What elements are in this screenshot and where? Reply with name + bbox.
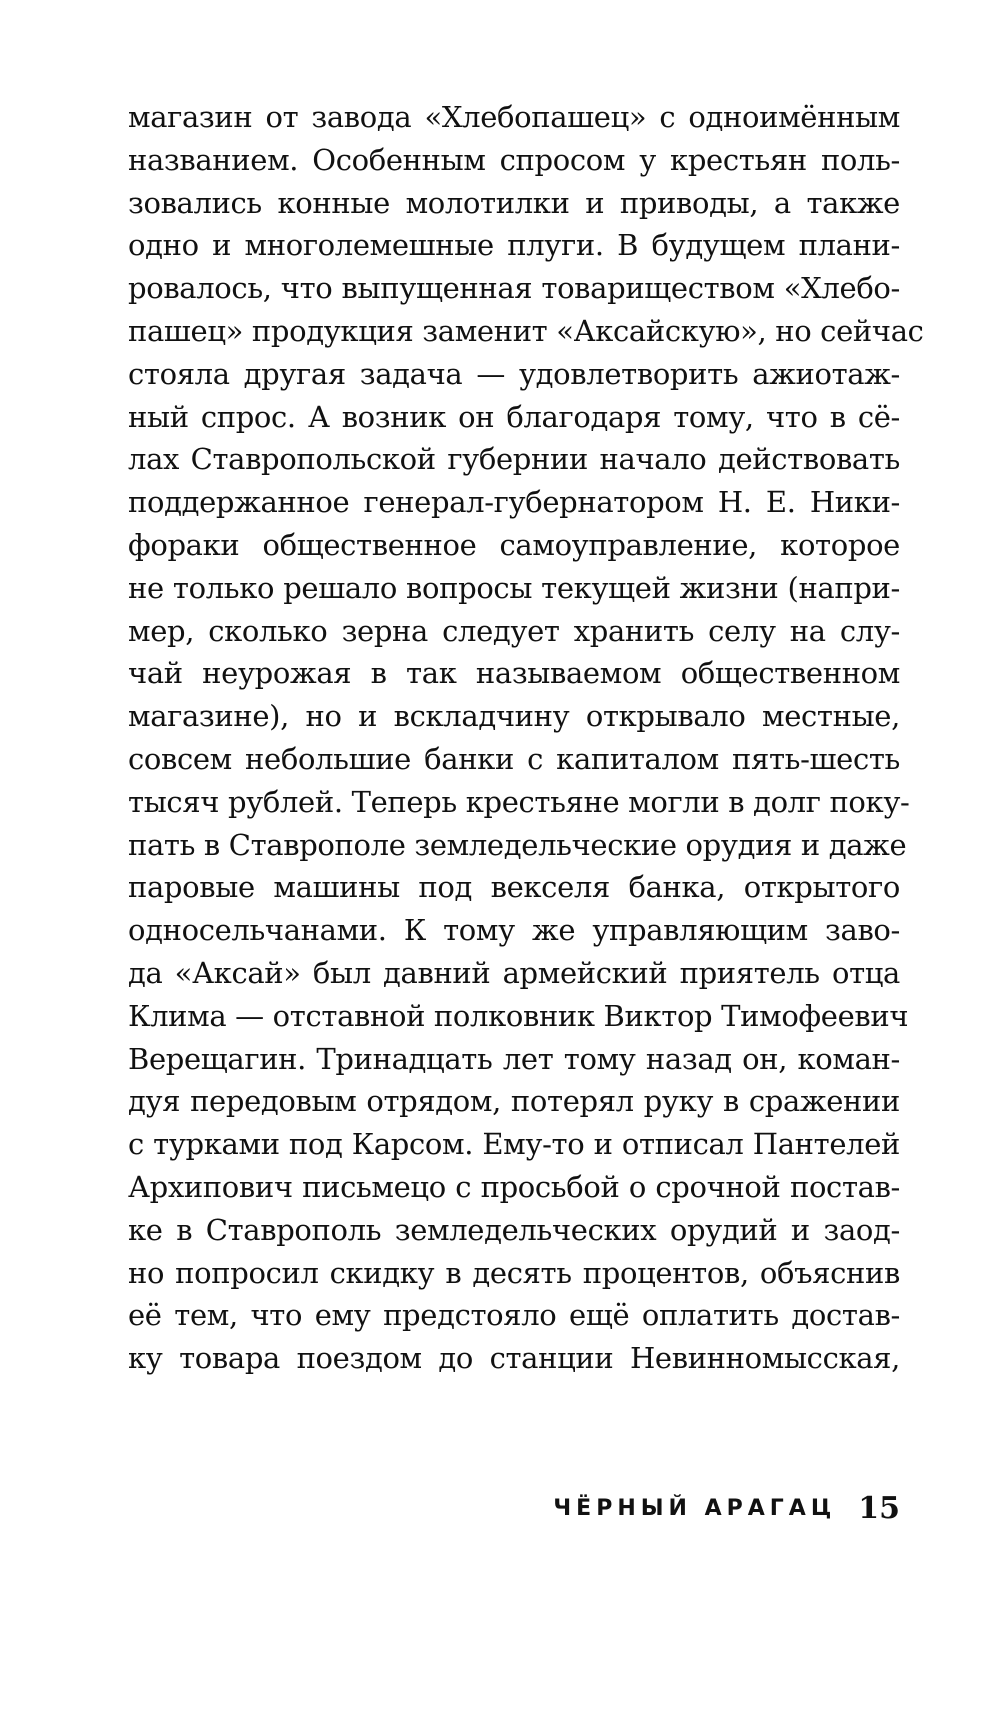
text-line: пашец» продукция заменит «Аксайскую», но сейчас — [128, 313, 924, 348]
text-line: чай неурожая в так называемом общественном — [128, 656, 900, 691]
text-line: не только решало вопросы текущей жизни (напри- — [128, 570, 900, 605]
text-line: зовались конные молотилки и приводы, а также — [128, 185, 900, 220]
text-line: её тем, что ему предстояло ещё оплатить достав- — [128, 1298, 900, 1333]
text-line: ку товара поездом до станции Невинномысская, — [128, 1341, 900, 1376]
text-line: да «Аксай» был давний армейский приятель отца — [128, 955, 900, 990]
running-title: ЧЁРНЫЙ АРАГАЦ — [553, 1495, 837, 1521]
running-footer — [128, 1488, 900, 1528]
text-line: магазин от завода «Хлебопашец» с одноимённым — [128, 100, 900, 134]
text-line: односельчанами. К тому же управляющим заво- — [128, 913, 900, 948]
text-line: стояла другая задача — удовлетворить ажиотаж- — [128, 356, 900, 391]
text-line: поддержанное генерал-губернатором Н. Е. Ники- — [128, 485, 900, 520]
text-line: дуя передовым отрядом, потерял руку в сражении — [128, 1084, 900, 1119]
text-line: пать в Ставрополе земледельческие орудия и даже — [128, 827, 907, 862]
text-line: названием. Особенным спросом у крестьян поль- — [128, 142, 900, 177]
text-line: ровалось, что выпущенная товариществом «Хлебо- — [128, 271, 900, 306]
text-line: Клима — отставной полковник Виктор Тимофеевич — [128, 998, 909, 1033]
text-line: тысяч рублей. Теперь крестьяне могли в долг поку- — [128, 784, 910, 819]
text-line: одно и многолемешные плуги. В будущем плани- — [128, 228, 900, 263]
text-line: с турками под Карсом. Ему-то и отписал Пантелей — [128, 1127, 900, 1162]
text-line: паровые машины под векселя банка, открытого — [128, 870, 900, 905]
text-line: совсем небольшие банки с капиталом пять-шесть — [128, 741, 900, 776]
text-line: лах Ставропольской губернии начало действовать — [128, 442, 900, 477]
text-line: ный спрос. А возник он благодаря тому, что в сё- — [128, 399, 900, 434]
text-line: мер, сколько зерна следует хранить селу на слу- — [128, 613, 900, 648]
page-number: 15 — [858, 1490, 900, 1526]
text-line: ке в Ставрополь земледельческих орудий и заод- — [128, 1212, 900, 1247]
text-line: фораки общественное самоуправление, которое — [128, 527, 900, 562]
text-line: Архипович письмецо с просьбой о срочной постав- — [128, 1169, 900, 1204]
text-line: но попросил скидку в десять процентов, объяснив — [128, 1255, 900, 1290]
text-line: Верещагин. Тринадцать лет тому назад он, коман- — [128, 1041, 900, 1076]
body-text — [128, 96, 924, 1380]
text-line: магазине), но и вскладчину открывало местные, — [128, 699, 900, 734]
